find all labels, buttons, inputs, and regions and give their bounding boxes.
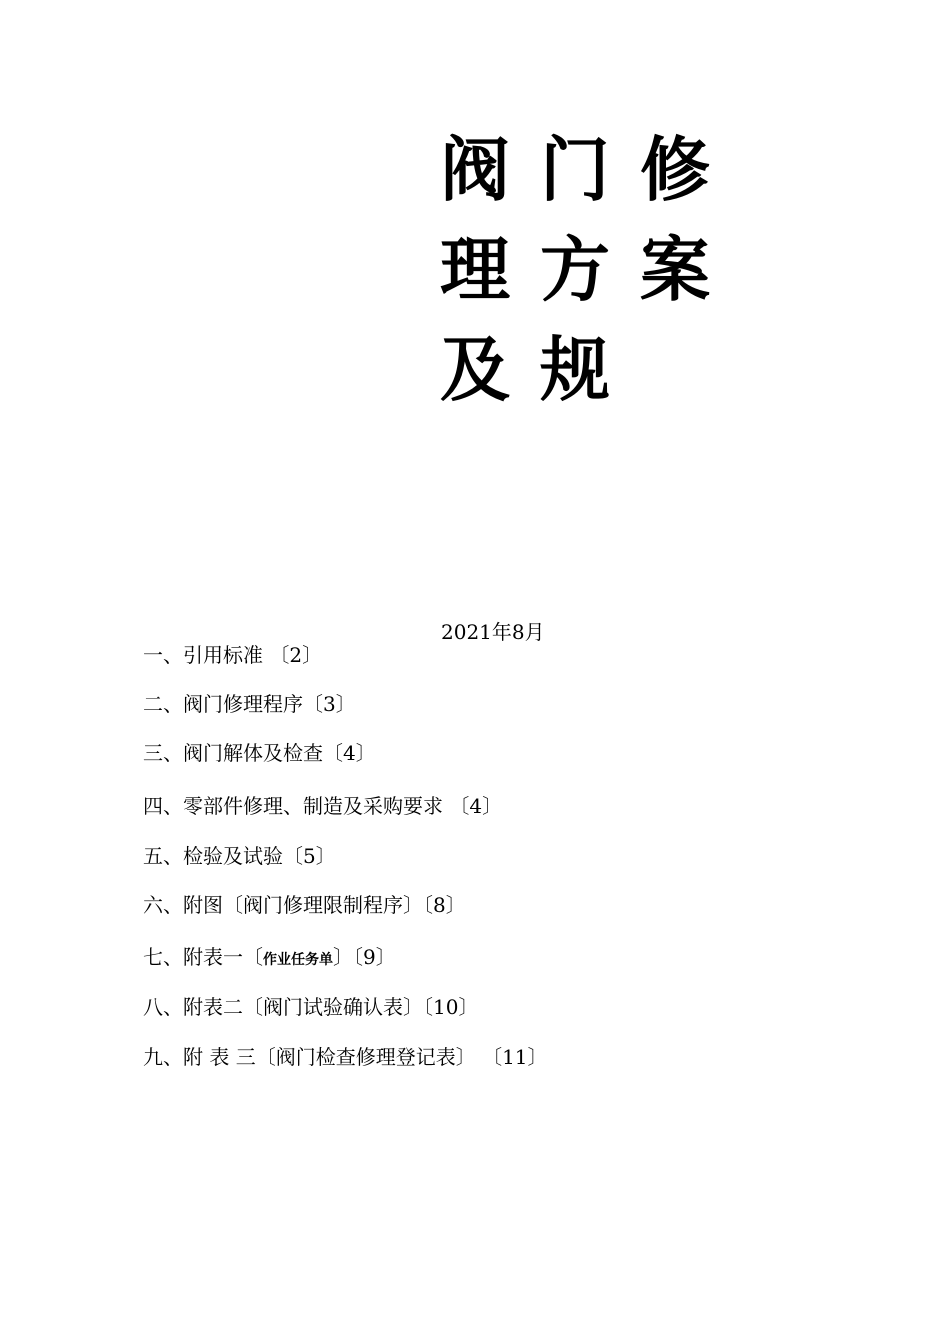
document-date: 2021年8月 <box>441 620 545 644</box>
toc-item-9: 九、附 表 三〔阀门检查修理登记表〕 〔11〕 <box>143 1045 548 1069</box>
toc-item-1: 一、引用标准 〔2〕 <box>143 643 323 667</box>
title-line-1 <box>440 120 740 220</box>
title-char: 案 <box>640 229 710 311</box>
toc-item-2: 二、阀门修理程序〔3〕 <box>143 692 356 716</box>
title-char: 理 <box>440 229 510 311</box>
toc-item-4: 四、零部件修理、制造及采购要求 〔4〕 <box>143 794 503 818</box>
toc-item-7-suffix: 〕〔9〕 <box>333 945 396 969</box>
title-char: 门 <box>540 129 610 211</box>
toc-item-7 <box>143 942 396 975</box>
title-line-2 <box>440 220 740 320</box>
title-char: 方 <box>540 229 610 311</box>
title-char: 规 <box>540 329 610 411</box>
toc-item-8: 八、附表二〔阀门试验确认表〕〔10〕 <box>143 995 479 1019</box>
toc-item-5: 五、检验及试验〔5〕 <box>143 844 336 868</box>
toc-item-6: 六、附图〔阀门修理限制程序〕〔8〕 <box>143 893 466 917</box>
title-line-3 <box>440 320 740 420</box>
toc-item-3: 三、阀门解体及检查〔4〕 <box>143 741 376 765</box>
toc-item-7-prefix: 七、附表一〔 <box>143 945 263 969</box>
toc-item-7-small: 作业任务单 <box>263 952 333 968</box>
title-char: 及 <box>440 329 510 411</box>
title-char: 阀 <box>440 129 510 211</box>
title-char: 修 <box>640 129 710 211</box>
document-title <box>440 120 740 420</box>
